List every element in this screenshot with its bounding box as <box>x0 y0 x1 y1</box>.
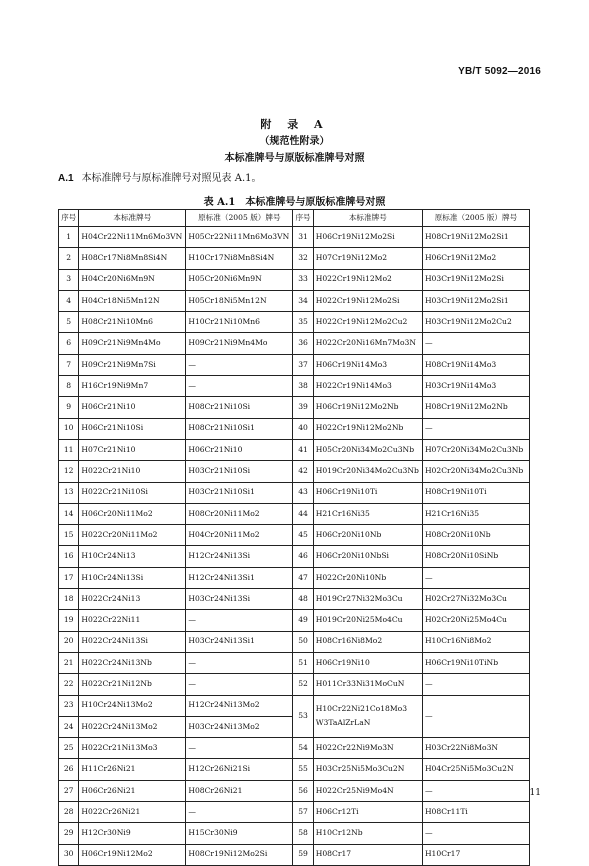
row-number: 47 <box>293 567 313 588</box>
original-grade-cell: — <box>422 823 529 844</box>
table-row <box>59 333 530 354</box>
row-number: 16 <box>59 546 79 567</box>
original-grade-cell: — <box>186 652 293 673</box>
current-grade-cell: H06Cr26Ni21 <box>79 780 186 801</box>
row-number: 39 <box>293 397 313 418</box>
current-grade-cell: H08Cr21Ni10Mn6 <box>79 312 186 333</box>
current-grade-cell: H022Cr24Ni13 <box>79 589 186 610</box>
row-number: 27 <box>59 780 79 801</box>
current-grade-cell: H03Cr25Ni5Mo3Cu2N <box>313 759 422 780</box>
table-row <box>59 525 530 546</box>
current-grade-cell: H022Cr21Ni10Si <box>79 482 186 503</box>
original-grade-cell: H21Cr16Ni35 <box>422 503 529 524</box>
row-number: 49 <box>293 610 313 631</box>
row-number: 14 <box>59 503 79 524</box>
row-number: 59 <box>293 844 313 865</box>
original-grade-cell: H08Cr20Ni10SiNb <box>422 546 529 567</box>
current-grade-cell: H10Cr24Ni13Mo2 <box>79 695 186 716</box>
current-grade-cell: H06Cr20Ni10Nb <box>313 525 422 546</box>
original-grade-cell: H06Cr19Ni10TiNb <box>422 652 529 673</box>
row-number: 56 <box>293 780 313 801</box>
row-number: 5 <box>59 312 79 333</box>
original-grade-cell: H07Cr20Ni34Mo2Cu3Nb <box>422 439 529 460</box>
current-grade-cell: H022Cr24Ni13Si <box>79 631 186 652</box>
original-grade-cell: — <box>422 674 529 695</box>
original-grade-cell: — <box>186 354 293 375</box>
original-grade-cell: H02Cr20Ni25Mo4Cu <box>422 610 529 631</box>
table-row <box>59 418 530 439</box>
original-grade-cell: H04Cr20Ni11Mo2 <box>186 525 293 546</box>
row-number: 8 <box>59 376 79 397</box>
col-current-grade: 本标准牌号 <box>79 210 186 227</box>
original-grade-cell: H06Cr19Ni12Mo2 <box>422 248 529 269</box>
col-current-grade: 本标准牌号 <box>313 210 422 227</box>
table-row <box>59 546 530 567</box>
original-grade-cell: H06Cr21Ni10 <box>186 439 293 460</box>
current-grade-cell: H022Cr20Ni11Mo2 <box>79 525 186 546</box>
original-grade-cell: H08Cr19Ni12Mo2Si1 <box>422 227 529 248</box>
row-number: 9 <box>59 397 79 418</box>
row-number: 51 <box>293 652 313 673</box>
current-grade-cell: H06Cr19Ni10Ti <box>313 482 422 503</box>
original-grade-cell: H12Cr24Ni13Si1 <box>186 567 293 588</box>
current-grade-cell: H08Cr17 <box>313 844 422 865</box>
original-grade-cell: H08Cr21Ni10Si <box>186 397 293 418</box>
row-number: 22 <box>59 674 79 695</box>
table-row <box>59 248 530 269</box>
row-number: 54 <box>293 738 313 759</box>
current-grade-cell: H06Cr19Ni14Mo3 <box>313 354 422 375</box>
current-grade-cell: H022Cr19Ni12Mo2Cu2 <box>313 312 422 333</box>
original-grade-cell: H10Cr17Ni8Mn8Si4N <box>186 248 293 269</box>
current-grade-cell: H06Cr19Ni12Mo2 <box>79 844 186 865</box>
current-grade-cell: H08Cr16Ni8Mo2 <box>313 631 422 652</box>
col-original-grade: 原标准（2005 版）牌号 <box>186 210 293 227</box>
original-grade-cell: H04Cr25Ni5Mo3Cu2N <box>422 759 529 780</box>
row-number: 31 <box>293 227 313 248</box>
row-number: 38 <box>293 376 313 397</box>
row-number: 28 <box>59 802 79 823</box>
current-grade-cell: H04Cr22Ni11Mn6Mo3VN <box>79 227 186 248</box>
original-grade-cell: — <box>422 780 529 801</box>
current-grade-cell: H019Cr20Ni25Mo4Cu <box>313 610 422 631</box>
original-grade-cell: H03Cr21Ni10Si1 <box>186 482 293 503</box>
appendix-subtitle: （规范性附录） <box>259 136 330 147</box>
table-row <box>59 397 530 418</box>
current-grade-cell: H21Cr16Ni35 <box>313 503 422 524</box>
col-no: 序号 <box>293 210 313 227</box>
table-row <box>59 780 530 801</box>
current-grade-cell: H09Cr21Ni9Mn7Si <box>79 354 186 375</box>
original-grade-cell: H05Cr22Ni11Mn6Mo3VN <box>186 227 293 248</box>
row-number: 40 <box>293 418 313 439</box>
row-number: 36 <box>293 333 313 354</box>
current-grade-cell: H022Cr24Ni13Nb <box>79 652 186 673</box>
col-original-grade: 原标准（2005 版）牌号 <box>422 210 529 227</box>
row-number: 42 <box>293 461 313 482</box>
table-row <box>59 269 530 290</box>
row-number: 4 <box>59 290 79 311</box>
original-grade-cell: H03Cr24Ni13Mo2 <box>186 716 293 737</box>
current-grade-cell: H10Cr22Ni21Co18Mo3 W3TaAlZrLaN <box>313 695 422 738</box>
current-grade-cell: H022Cr19Ni14Mo3 <box>313 376 422 397</box>
current-grade-cell: H06Cr20Ni11Mo2 <box>79 503 186 524</box>
row-number: 33 <box>293 269 313 290</box>
row-number: 11 <box>59 439 79 460</box>
original-grade-cell: H03Cr22Ni8Mo3N <box>422 738 529 759</box>
current-grade-cell: H12Cr30Ni9 <box>79 823 186 844</box>
table-row <box>59 312 530 333</box>
original-grade-cell: — <box>422 333 529 354</box>
current-grade-cell: H04Cr18Ni5Mn12N <box>79 290 186 311</box>
original-grade-cell: H08Cr20Ni10Nb <box>422 525 529 546</box>
original-grade-cell: H09Cr21Ni9Mn4Mo <box>186 333 293 354</box>
table-row <box>59 227 530 248</box>
table-row <box>59 610 530 631</box>
original-grade-cell: H05Cr20Ni6Mn9N <box>186 269 293 290</box>
section-text: 本标准牌号与原标准牌号对照见表 A.1。 <box>81 173 262 184</box>
section-number: A.1 <box>58 173 74 184</box>
original-grade-cell: — <box>186 802 293 823</box>
table-row <box>59 823 530 844</box>
table-row <box>59 738 530 759</box>
original-grade-cell: H02Cr27Ni32Mo3Cu <box>422 589 529 610</box>
row-number: 53 <box>293 695 313 738</box>
original-grade-cell: H05Cr18Ni5Mn12N <box>186 290 293 311</box>
original-grade-cell: H12Cr26Ni21Si <box>186 759 293 780</box>
original-grade-cell: H03Cr24Ni13Si <box>186 589 293 610</box>
table-row <box>59 652 530 673</box>
table-row <box>59 290 530 311</box>
original-grade-cell: H02Cr20Ni34Mo2Cu3Nb <box>422 461 529 482</box>
row-number: 3 <box>59 269 79 290</box>
original-grade-cell: H03Cr24Ni13Si1 <box>186 631 293 652</box>
current-grade-cell: H09Cr21Ni9Mn4Mo <box>79 333 186 354</box>
table-row <box>59 844 530 865</box>
table-row <box>59 439 530 460</box>
row-number: 10 <box>59 418 79 439</box>
current-grade-cell: H019Cr27Ni32Mo3Cu <box>313 589 422 610</box>
row-number: 45 <box>293 525 313 546</box>
current-grade-cell: H022Cr22Ni11 <box>79 610 186 631</box>
original-grade-cell: H08Cr19Ni12Mo2Nb <box>422 397 529 418</box>
original-grade-cell: H10Cr21Ni10Mn6 <box>186 312 293 333</box>
appendix-title: 附 录 A <box>260 118 329 131</box>
current-grade-cell: H16Cr19Ni9Mn7 <box>79 376 186 397</box>
original-grade-cell: — <box>186 610 293 631</box>
original-grade-cell: H03Cr19Ni12Mo2Cu2 <box>422 312 529 333</box>
row-number: 13 <box>59 482 79 503</box>
row-number: 30 <box>59 844 79 865</box>
original-grade-cell: H10Cr17 <box>422 844 529 865</box>
table-row <box>59 482 530 503</box>
row-number: 57 <box>293 802 313 823</box>
original-grade-cell: H08Cr20Ni11Mo2 <box>186 503 293 524</box>
row-number: 37 <box>293 354 313 375</box>
row-number: 1 <box>59 227 79 248</box>
original-grade-cell: H03Cr19Ni14Mo3 <box>422 376 529 397</box>
col-no: 序号 <box>59 210 79 227</box>
row-number: 25 <box>59 738 79 759</box>
original-grade-cell: — <box>422 567 529 588</box>
table-row <box>59 503 530 524</box>
row-number: 48 <box>293 589 313 610</box>
current-grade-cell: H019Cr20Ni34Mo2Cu3Nb <box>313 461 422 482</box>
row-number: 44 <box>293 503 313 524</box>
current-grade-cell: H10Cr12Nb <box>313 823 422 844</box>
current-grade-cell: H022Cr21Ni10 <box>79 461 186 482</box>
original-grade-cell: — <box>186 674 293 695</box>
row-number: 43 <box>293 482 313 503</box>
table-row <box>59 674 530 695</box>
row-number: 29 <box>59 823 79 844</box>
current-grade-cell: H06Cr19Ni10 <box>313 652 422 673</box>
current-grade-cell: H10Cr24Ni13 <box>79 546 186 567</box>
row-number: 41 <box>293 439 313 460</box>
row-number: 18 <box>59 589 79 610</box>
row-number: 50 <box>293 631 313 652</box>
appendix-heading: 本标准牌号与原版标准牌号对照 <box>224 153 365 164</box>
current-grade-cell: H022Cr20Ni10Nb <box>313 567 422 588</box>
original-grade-cell: H03Cr19Ni12Mo2Si <box>422 269 529 290</box>
current-grade-cell: H022Cr24Ni13Mo2 <box>79 716 186 737</box>
original-grade-cell: H08Cr19Ni10Ti <box>422 482 529 503</box>
original-grade-cell: H03Cr21Ni10Si <box>186 461 293 482</box>
original-grade-cell: H12Cr24Ni13Mo2 <box>186 695 293 716</box>
current-grade-cell: H11Cr26Ni21 <box>79 759 186 780</box>
original-grade-cell: H15Cr30Ni9 <box>186 823 293 844</box>
original-grade-cell: — <box>422 418 529 439</box>
original-grade-cell: H08Cr19Ni14Mo3 <box>422 354 529 375</box>
current-grade-cell: H06Cr19Ni12Mo2Si <box>313 227 422 248</box>
current-grade-cell: H022Cr20Ni16Mn7Mo3N <box>313 333 422 354</box>
table-row <box>59 354 530 375</box>
row-number: 35 <box>293 312 313 333</box>
original-grade-cell: H08Cr19Ni12Mo2Si <box>186 844 293 865</box>
current-grade-cell: H022Cr19Ni12Mo2 <box>313 269 422 290</box>
row-number: 52 <box>293 674 313 695</box>
original-grade-cell: — <box>186 376 293 397</box>
current-grade-cell: H10Cr24Ni13Si <box>79 567 186 588</box>
current-grade-cell: H022Cr21Ni12Nb <box>79 674 186 695</box>
current-grade-cell: H05Cr20Ni34Mo2Cu3Nb <box>313 439 422 460</box>
current-grade-cell: H022Cr26Ni21 <box>79 802 186 823</box>
table-row <box>59 461 530 482</box>
row-number: 2 <box>59 248 79 269</box>
standard-code: YB/T 5092—2016 <box>458 66 541 77</box>
table-row <box>59 802 530 823</box>
current-grade-cell: H022Cr25Ni9Mo4N <box>313 780 422 801</box>
row-number: 46 <box>293 546 313 567</box>
original-grade-cell: — <box>186 738 293 759</box>
current-grade-cell: H08Cr17Ni8Mn8Si4N <box>79 248 186 269</box>
row-number: 26 <box>59 759 79 780</box>
original-grade-cell: H03Cr19Ni12Mo2Si1 <box>422 290 529 311</box>
current-grade-cell: H06Cr12Ti <box>313 802 422 823</box>
page-number: 11 <box>529 788 541 798</box>
row-number: 24 <box>59 716 79 737</box>
original-grade-cell: — <box>422 695 529 738</box>
current-grade-cell: H06Cr21Ni10Si <box>79 418 186 439</box>
table-row <box>59 759 530 780</box>
current-grade-cell: H022Cr22Ni9Mo3N <box>313 738 422 759</box>
current-grade-cell: H07Cr19Ni12Mo2 <box>313 248 422 269</box>
original-grade-cell: H08Cr21Ni10Si1 <box>186 418 293 439</box>
current-grade-cell: H06Cr19Ni12Mo2Nb <box>313 397 422 418</box>
current-grade-cell: H06Cr21Ni10 <box>79 397 186 418</box>
table-row <box>59 376 530 397</box>
row-number: 23 <box>59 695 79 716</box>
row-number: 32 <box>293 248 313 269</box>
current-grade-cell: H022Cr19Ni12Mo2Si <box>313 290 422 311</box>
row-number: 19 <box>59 610 79 631</box>
original-grade-cell: H12Cr24Ni13Si <box>186 546 293 567</box>
current-grade-cell: H022Cr21Ni13Mo3 <box>79 738 186 759</box>
current-grade-cell: H011Cr33Ni31MoCuN <box>313 674 422 695</box>
current-grade-cell: H07Cr21Ni10 <box>79 439 186 460</box>
grade-comparison-table <box>58 209 530 866</box>
row-number: 7 <box>59 354 79 375</box>
table-row <box>59 589 530 610</box>
original-grade-cell: H08Cr26Ni21 <box>186 780 293 801</box>
table-row <box>59 695 530 716</box>
row-number: 21 <box>59 652 79 673</box>
section-a1 <box>58 169 262 184</box>
row-number: 12 <box>59 461 79 482</box>
row-number: 20 <box>59 631 79 652</box>
current-grade-cell: H022Cr19Ni12Mo2Nb <box>313 418 422 439</box>
table-row <box>59 631 530 652</box>
table-caption: 表 A.1 本标准牌号与原版标准牌号对照 <box>203 197 386 208</box>
original-grade-cell: H08Cr11Ti <box>422 802 529 823</box>
row-number: 34 <box>293 290 313 311</box>
table-header-row <box>59 210 530 227</box>
table-row <box>59 567 530 588</box>
current-grade-cell: H06Cr20Ni10NbSi <box>313 546 422 567</box>
current-grade-cell: H04Cr20Ni6Mn9N <box>79 269 186 290</box>
row-number: 55 <box>293 759 313 780</box>
row-number: 58 <box>293 823 313 844</box>
row-number: 15 <box>59 525 79 546</box>
row-number: 6 <box>59 333 79 354</box>
original-grade-cell: H10Cr16Ni8Mo2 <box>422 631 529 652</box>
row-number: 17 <box>59 567 79 588</box>
